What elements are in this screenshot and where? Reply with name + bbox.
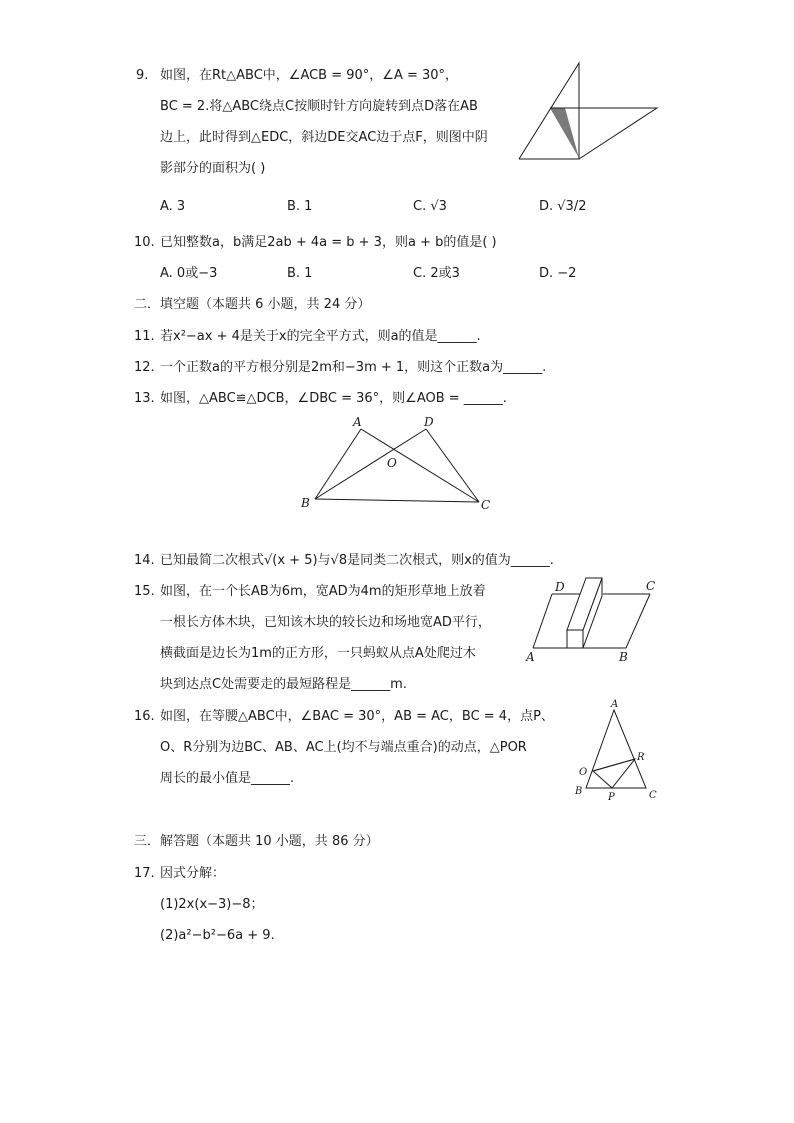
q10-option-d: D. −2 xyxy=(539,266,577,281)
q16-line-1: 如图，在等腰△ABC中，∠BAC = 30°，AB = AC，BC = 4，点P、 xyxy=(160,709,554,724)
q13-label-o: O xyxy=(387,456,397,470)
q13-number: 13. xyxy=(134,391,155,406)
q9-rotated-triangles-figure xyxy=(515,62,660,164)
q15-number: 15. xyxy=(134,584,155,599)
q15-field-left xyxy=(533,594,552,648)
q10-option-b: B. 1 xyxy=(287,266,313,281)
q10-line-1: 已知整数a，b满足2ab + 4a = b + 3，则a + b的值是( ) xyxy=(160,235,497,250)
q9-shaded-region xyxy=(550,108,579,158)
q15-line-3: 横截面是边长为1m的正方形，一只蚂蚁从点A处爬过木 xyxy=(160,646,476,661)
q13-label-b: B xyxy=(301,496,310,510)
q10-option-c: C. 2或3 xyxy=(413,266,460,281)
section-answer-header: 三．解答题（本题共 10 小题，共 86 分） xyxy=(134,834,379,849)
q9-line-4: 影部分的面积为( ) xyxy=(160,161,266,176)
q16-triangle-abc xyxy=(586,710,646,788)
q13-label-a: A xyxy=(353,415,362,429)
q13-congruent-triangles-figure xyxy=(295,412,505,517)
q15-label-a: A xyxy=(526,650,535,664)
q13-segment-dc xyxy=(426,429,479,502)
q16-label-a: A xyxy=(611,699,619,710)
q13-label-d: D xyxy=(424,415,434,429)
q15-block-front xyxy=(567,630,583,648)
q15-label-b: B xyxy=(619,650,628,664)
q9-option-b: B. 1 xyxy=(287,199,313,214)
q16-label-o: O xyxy=(579,767,588,778)
q12-number: 12. xyxy=(134,360,155,375)
q17-line-1: 因式分解： xyxy=(160,866,226,881)
q15-field-with-block-figure xyxy=(522,573,662,665)
q16-label-p: P xyxy=(608,792,615,803)
q14-number: 14. xyxy=(134,553,155,568)
q16-triangle-por xyxy=(593,759,635,788)
q13-segment-bd xyxy=(315,429,426,499)
q11-line-1: 若x²−ax + 4是关于x的完全平方式，则a的值是______. xyxy=(160,329,481,344)
q9-line-1: 如图，在Rt△ABC中，∠ACB = 90°，∠A = 30°， xyxy=(160,68,459,83)
q12-line-1: 一个正数a的平方根分别是2m和−3m + 1，则这个正数a为______. xyxy=(160,360,547,375)
q9-option-c: C. √3 xyxy=(413,199,447,214)
q9-line-3: 边上，此时得到△EDC，斜边DE交AC边于点F，则图中阴 xyxy=(160,130,488,145)
q13-segment-bc xyxy=(315,499,479,502)
q9-triangle-abc xyxy=(519,63,579,159)
q17-part-1: (1)2x(x−3)−8； xyxy=(160,897,264,912)
q16-line-3: 周长的最小值是______. xyxy=(160,771,295,786)
q15-line-1: 如图，在一个长AB为6m，宽AD为4m的矩形草地上放着 xyxy=(160,584,486,599)
q17-number: 17. xyxy=(134,866,155,881)
q13-segment-ba xyxy=(315,429,361,499)
q16-label-c: C xyxy=(649,790,657,801)
q9-option-a: A. 3 xyxy=(160,199,186,214)
q16-line-2: O、R分别为边BC、AB、AC上(均不与端点重合)的动点，△POR xyxy=(160,740,527,755)
q10-option-a: A. 0或−3 xyxy=(160,266,218,281)
q16-isosceles-triangle-figure xyxy=(570,697,665,805)
q9-line-2: BC = 2.将△ABC绕点C按顺时针方向旋转到点D落在AB xyxy=(160,99,478,114)
q16-number: 16. xyxy=(134,709,155,724)
q15-line-4: 块到达点C处需要走的最短路程是______m. xyxy=(160,677,407,692)
q15-field-right xyxy=(626,594,650,648)
q13-label-c: C xyxy=(481,498,491,512)
section-fill-in-header: 二．填空题（本题共 6 小题，共 24 分） xyxy=(134,297,371,312)
q17-part-2: (2)a²−b²−6a + 9. xyxy=(160,928,275,943)
q15-label-c: C xyxy=(646,579,656,593)
q13-segment-ac xyxy=(361,429,479,502)
q9-option-d: D. √3/2 xyxy=(539,199,587,214)
q16-segment-or xyxy=(593,759,635,771)
q11-number: 11. xyxy=(134,329,155,344)
q16-label-b: B xyxy=(575,786,583,797)
q15-line-2: 一根长方体木块，已知该木块的较长边和场地宽AD平行， xyxy=(160,615,491,630)
q10-number: 10. xyxy=(134,235,155,250)
q13-line-1: 如图，△ABC≌△DCB，∠DBC = 36°，则∠AOB = ______. xyxy=(160,391,507,406)
q16-label-r: R xyxy=(637,752,645,763)
q14-line-1: 已知最简二次根式√(x + 5)与√8是同类二次根式，则x的值为______. xyxy=(160,553,554,568)
q9-number: 9. xyxy=(136,68,149,83)
q15-label-d: D xyxy=(555,580,565,594)
